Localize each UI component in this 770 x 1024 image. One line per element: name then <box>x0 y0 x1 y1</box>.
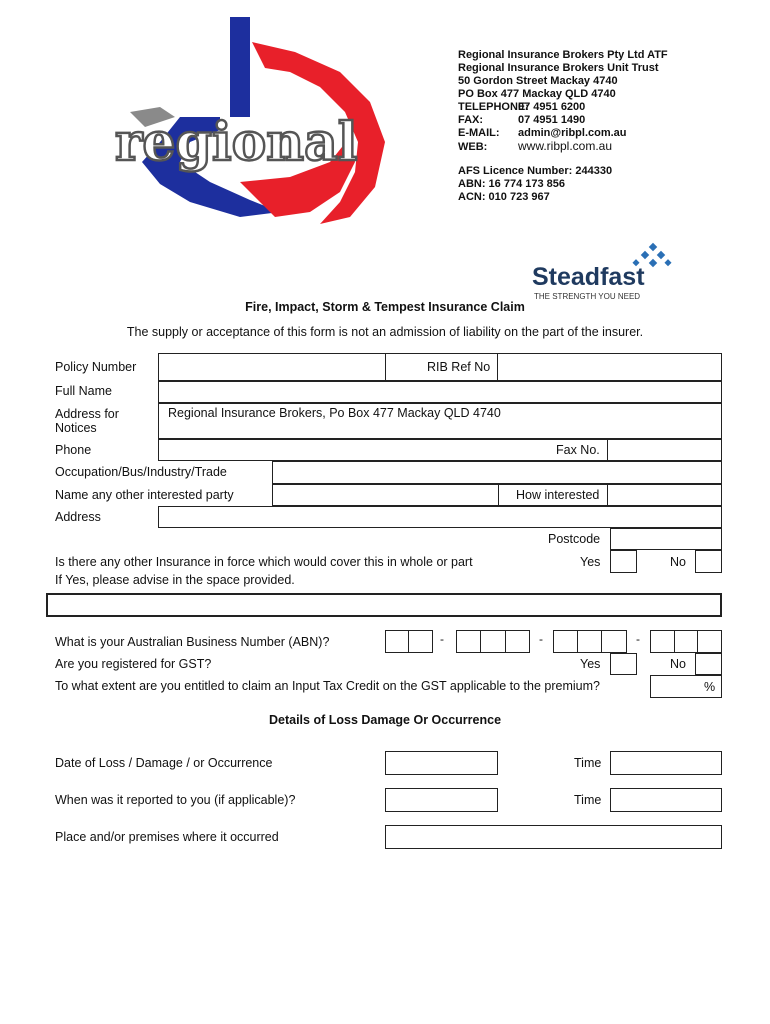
address-notices-label-2: Notices <box>55 421 97 435</box>
place-field[interactable] <box>385 825 722 849</box>
abn-dash: - <box>539 632 543 646</box>
itc-question: To what extent are you entitled to claim an Input Tax Credit on the GST applicable to the premium? <box>55 679 600 693</box>
company-telephone: TELEPHONE:07 4951 6200 <box>458 101 586 113</box>
abn-digit-box[interactable] <box>601 630 627 653</box>
steadfast-tagline: THE STRENGTH YOU NEED <box>534 292 641 301</box>
occupation-field[interactable] <box>272 461 722 484</box>
abn-digit-box[interactable] <box>480 630 506 653</box>
rib-ref-label: RIB Ref No <box>427 360 491 374</box>
abn-digit-box[interactable] <box>408 630 433 653</box>
company-street: 50 Gordon Street Mackay 4740 <box>458 75 618 87</box>
place-label: Place and/or premises where it occurred <box>55 830 279 844</box>
company-acn: ACN: 010 723 967 <box>458 191 550 203</box>
other-insurance-no-checkbox[interactable] <box>695 550 722 573</box>
postcode-field[interactable] <box>610 528 722 550</box>
abn-question: What is your Australian Business Number (ABN)? <box>55 635 330 649</box>
abn-digit-box[interactable] <box>456 630 481 653</box>
policy-number-label: Policy Number <box>55 360 137 374</box>
gst-no-checkbox[interactable] <box>695 653 722 675</box>
abn-digit-box[interactable] <box>697 630 722 653</box>
loss-time-label: Time <box>574 756 602 770</box>
abn-digit-box[interactable] <box>553 630 578 653</box>
address-field[interactable] <box>158 506 722 528</box>
regional-logo <box>100 12 390 227</box>
company-fax: FAX: 07 4951 1490 <box>458 114 586 126</box>
other-insurance-details-field[interactable] <box>46 593 722 617</box>
other-insurance-yes-checkbox[interactable] <box>610 550 637 573</box>
occupation-label: Occupation/Bus/Industry/Trade <box>55 465 227 479</box>
other-insurance-yes-label: Yes <box>580 555 601 569</box>
full-name-field[interactable] <box>158 381 722 403</box>
company-abn: ABN: 16 774 173 856 <box>458 178 566 190</box>
abn-digit-box[interactable] <box>674 630 698 653</box>
reported-time-field[interactable] <box>610 788 722 812</box>
logo-text: regional <box>115 112 358 173</box>
abn-digit-box[interactable] <box>577 630 602 653</box>
form-title: Fire, Impact, Storm & Tempest Insurance Claim <box>245 300 525 314</box>
address-notices-value: Regional Insurance Brokers, Po Box 477 Mackay QLD 4740 <box>168 406 501 420</box>
abn-digit-box[interactable] <box>385 630 409 653</box>
company-pobox: PO Box 477 Mackay QLD 4740 <box>458 88 616 100</box>
gst-no-label: No <box>670 657 686 671</box>
address-label: Address <box>55 510 101 524</box>
phone-field[interactable] <box>158 439 722 461</box>
company-email: E-MAIL: admin@ribpl.com.au <box>458 127 627 139</box>
itc-percent-sign: % <box>704 680 716 694</box>
company-web: WEB: www.ribpl.com.au <box>458 139 613 153</box>
disclaimer: The supply or acceptance of this form is not an admission of liability on the part of the insurer. <box>126 325 644 339</box>
loss-time-field[interactable] <box>610 751 722 775</box>
steadfast-name: Steadfast <box>532 263 645 291</box>
address-notices-label-1: Address for <box>55 407 119 421</box>
abn-dash: - <box>440 632 444 646</box>
abn-dash: - <box>636 632 640 646</box>
other-insurance-note: If Yes, please advise in the space provided. <box>55 573 295 587</box>
other-insurance-no-label: No <box>670 555 686 569</box>
reported-label: When was it reported to you (if applicable)? <box>55 793 296 807</box>
reported-time-label: Time <box>574 793 602 807</box>
other-insurance-question: Is there any other Insurance in force which would cover this in whole or part <box>55 555 473 569</box>
company-line-1: Regional Insurance Brokers Pty Ltd ATF <box>458 49 668 61</box>
company-line-2: Regional Insurance Brokers Unit Trust <box>458 62 659 74</box>
date-of-loss-label: Date of Loss / Damage / or Occurrence <box>55 756 273 770</box>
other-party-field[interactable] <box>272 484 722 506</box>
full-name-label: Full Name <box>55 384 112 398</box>
steadfast-logo <box>532 240 682 304</box>
gst-question: Are you registered for GST? <box>55 657 212 671</box>
abn-digit-box[interactable] <box>650 630 675 653</box>
phone-label: Phone <box>55 443 92 457</box>
gst-yes-label: Yes <box>580 657 601 671</box>
date-of-loss-field[interactable] <box>385 751 498 775</box>
abn-digit-box[interactable] <box>505 630 530 653</box>
reported-date-field[interactable] <box>385 788 498 812</box>
afs-licence: AFS Licence Number: 244330 <box>458 165 613 177</box>
details-heading: Details of Loss Damage Or Occurrence <box>268 713 502 727</box>
fax-label: Fax No. <box>556 443 600 457</box>
other-party-label: Name any other interested party <box>55 488 234 502</box>
postcode-label: Postcode <box>548 532 601 546</box>
how-interested-label: How interested <box>516 488 600 502</box>
gst-yes-checkbox[interactable] <box>610 653 637 675</box>
